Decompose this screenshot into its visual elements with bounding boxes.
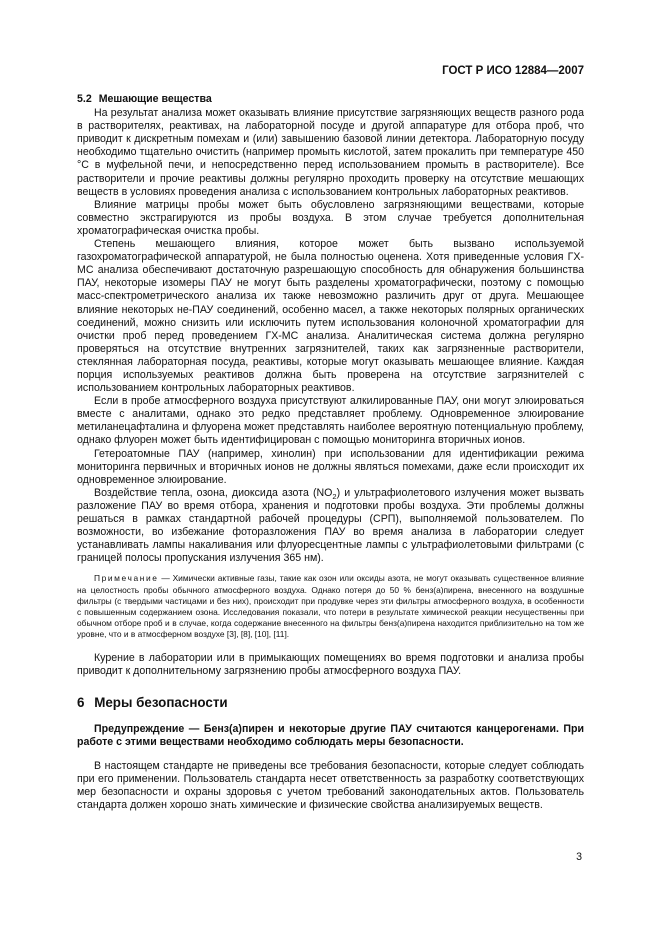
section-title: Меры безопасности bbox=[94, 694, 228, 710]
document-body bbox=[77, 93, 584, 812]
paragraph: Курение в лаборатории или в примыкающих помещениях во время подготовки и анализа пробы приводит к дополнительному загрязнению пробы атмосферного воздуха ПАУ. bbox=[77, 651, 584, 677]
paragraph: Если в пробе атмосферного воздуха присутствуют алкилированные ПАУ, они могут элюироваться вместе с аналитами, однако это редко представляет проблему. Одновременное элюирование метиланецафталина и флуорена может представлять наиболее вероятную потенциальную проблему, однако флуорен может быть идентифицирован с помощью мониторинга вторичных ионов. bbox=[77, 395, 584, 447]
note-text: — Химически активные газы, такие как озон или оксиды азота, не могут оказывать существенное влияние на целостность пробы обычного атмосферного воздуха. Однако потеря до 50 % бенз(а)пирена, внесенного на воздушные фильтры (с твердыми частицами и без них), происходит при продувке через эти фильтры атмосферного воздуха, в особенности с повышенным содержанием озона. Исследования показали, что потери в результате химической реакции несущественны при обычном отборе проб и в случае, когда содержание внесенного на фильтры бенз(а)пирена находится приблизительно на том же уровне, что и в атмосферном воздухе [3], [8], [10], [11]. bbox=[77, 573, 584, 640]
text-part: ) и ультрафиолетового излучения может вызвать разложение ПАУ во время отбора, хранения и подготовки пробы воздуха. Эти проблемы должны решаться в рамках стандартной рабочей процедуры (СРП), выполняемой пользователем. По возможности, во избежание фоторазложения ПАУ во время анализа в лаборатории следует устанавливать лампы накаливания или флуоресцентные лампы с ультрафиолетовыми фильтрами (с границей полосы пропускания излучения 365 нм). bbox=[77, 486, 584, 565]
text-part: Воздействие тепла, озона, диоксида азота (NO bbox=[94, 486, 333, 499]
paragraph: Гетероатомные ПАУ (например, хинолин) при использовании для идентификации режима мониторинга первичных и вторичных ионов не должны являться помехами, даже если происходит их одновременное элюирование. bbox=[77, 447, 584, 486]
section-6-heading bbox=[77, 696, 584, 709]
paragraph-no2 bbox=[77, 487, 584, 566]
section-title: Мешающие вещества bbox=[98, 93, 212, 105]
warning-text: Предупреждение — Бенз(а)пирен и некоторые другие ПАУ считаются канцерогенами. При работе с этими веществами необходимо соблюдать меры безопасности. bbox=[77, 722, 584, 748]
page-number: 3 bbox=[576, 851, 582, 863]
subscript: 2 bbox=[332, 491, 337, 501]
paragraph: На результат анализа может оказывать влияние присутствие загрязняющих веществ разного рода в растворителях, реактивах, на лабораторной посуде и другой аппаратуре для отбора проб, что приводит к дискретным помехам и (или) завышению базовой линии детектора. Лабораторную посуду необходимо тщательно очистить (например промыть кислотой, затем прокалить при температуре 450 °С в муфельной печи, и непосредственно перед использованием промыть в растворителе). Все растворители и прочие реактивы должны регулярно проходить проверку на отсутствие мешающих веществ в условиях проведения анализа с использованием контрольных лабораторных реактивов. bbox=[77, 107, 584, 198]
section-number: 6 bbox=[77, 694, 85, 710]
paragraph: В настоящем стандарте не приведены все требования безопасности, которые следует соблюдать при его применении. Пользователь стандарта несет ответственность за разработку соответствующих мер безопасности и охраны здоровья с учетом требований законодательных актов. Пользователь стандарта должен хорошо знать химические и физические свойства анализируемых веществ. bbox=[77, 760, 584, 812]
document-header: ГОСТ Р ИСО 12884—2007 bbox=[442, 65, 584, 77]
note-label: Примечание bbox=[94, 573, 159, 584]
section-5-2-heading bbox=[77, 93, 584, 106]
paragraph: Степень мешающего влияния, которое может быть вызвано используемой газохроматографической аппаратурой, не была полностью оценена. Хотя приведенные условия ГХ-МС анализа обеспечивают достаточную разрешающую способность для обнаружения большинства ПАУ, некоторые изомеры ПАУ не могут быть разделены хроматографически, поэтому с помощью масс-спектрометрического анализа их также невозможно различить друг от друга. Мешающее влияние некоторых не-ПАУ соединений, особенно масел, а также некоторых полярных органических соединений, можно снизить или исключить путем использования колоночной хроматографии для очистки проб перед проведением ГХ-МС анализа. Аналитическая система должна регулярно проверяться на отсутствие внутренних загрязнителей, таких как загрязненные растворители, стеклянная лабораторная посуда, реактивы, которые могут оказывать мешающее влияние. Каждая порция используемых реактивов должна быть проверена на отсутствие загрязнителей с использованием контрольных лабораторных реактивов. bbox=[77, 238, 584, 395]
paragraph: Влияние матрицы пробы может быть обусловлено загрязняющими веществами, которые совместно экстрагируются из пробы воздуха. В этом случае требуется дополнительная хроматографическая очистка пробы. bbox=[77, 198, 584, 237]
section-number: 5.2 bbox=[77, 93, 92, 105]
note bbox=[77, 573, 584, 640]
